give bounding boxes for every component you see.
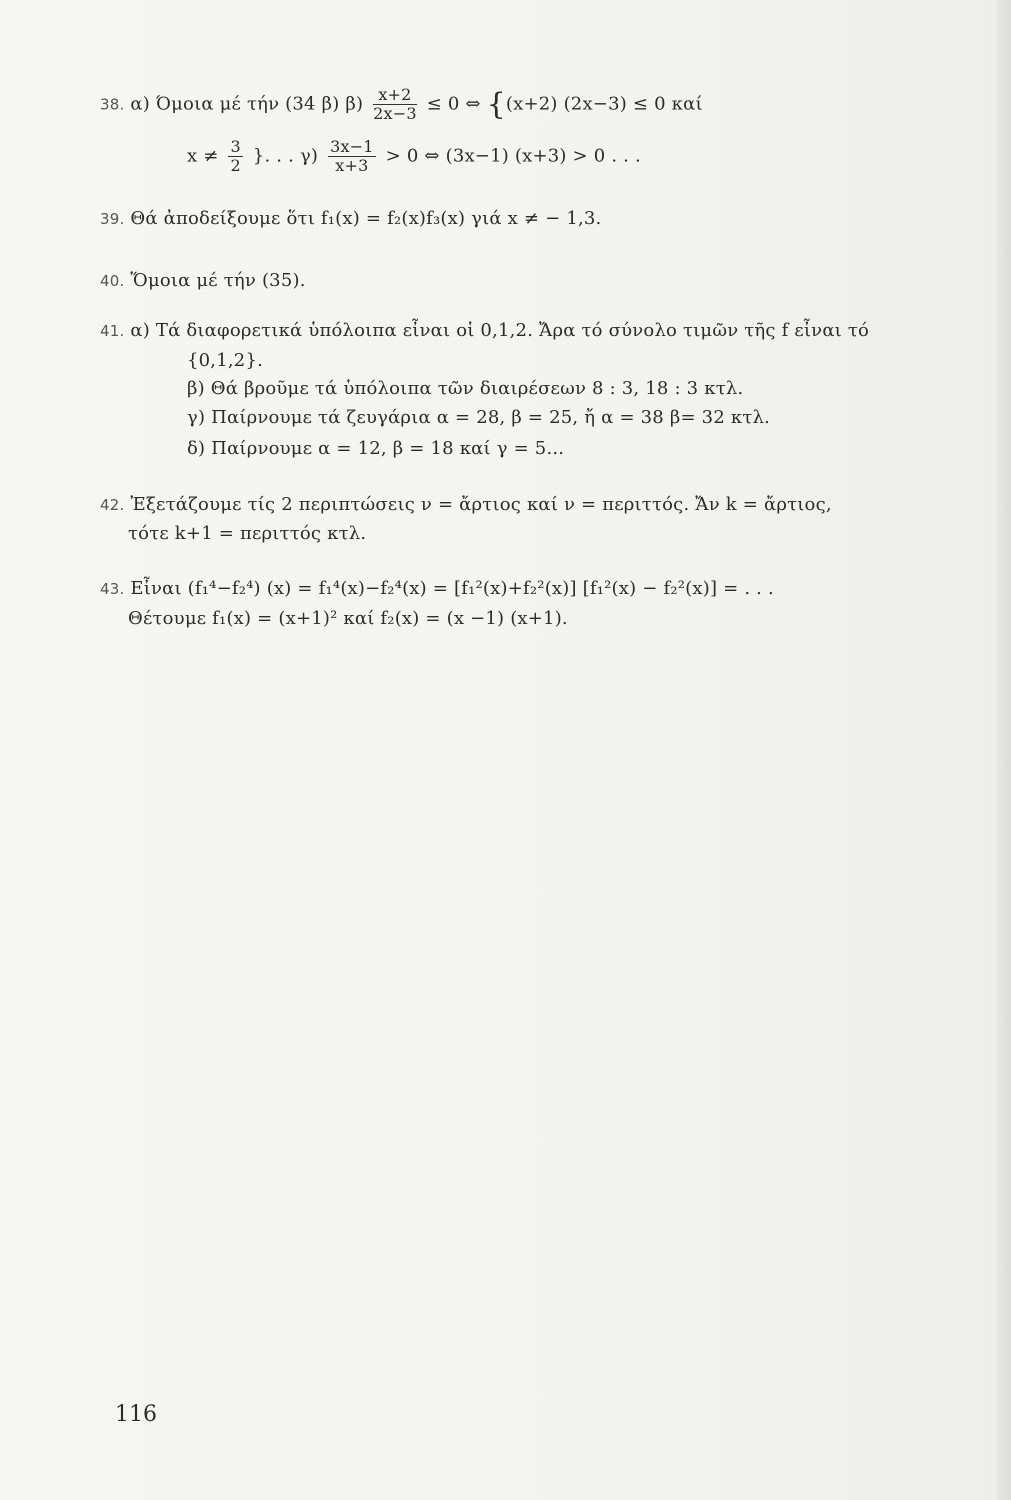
left-brace: { xyxy=(486,87,506,122)
answer-40: 40. Ὅμοια μέ τήν (35). xyxy=(100,270,306,291)
answer-38-line-1: 38. α) Όμοια μέ τήν (34 β) β) $\frac{x+2}{2x-3}$ ≤ 0 ⇔ {(x+2) (2x−3) ≤ 0 καί xyxy=(100,85,703,123)
answer-41-line-5: δ) Παίρνουμε α = 12, β = 18 καί γ = 5... xyxy=(187,438,565,459)
answer-39: 39. Θά ἀποδείξουμε ὅτι f₁(x) = f₂(x)f₃(x) γιά x ≠ − 1,3. xyxy=(100,208,602,229)
page-edge xyxy=(997,0,1011,1500)
page-number: 116 xyxy=(115,1402,157,1427)
answer-41-line-2: {0,1,2}. xyxy=(187,350,264,371)
fraction: $\frac{3}{2}$ xyxy=(230,137,241,175)
answer-42-line-2: τότε k+1 = περιττός κτλ. xyxy=(128,523,367,544)
answer-41-line-1: 41. α) Τά διαφορετικά ὑπόλοιπα εἶναι οἱ 0,1,2. Ἄρα τό σύνολο τιμῶν τῆς f εἶναι τό xyxy=(100,320,870,341)
fraction: $\frac{3x-1}{x+3}$ xyxy=(330,137,374,175)
bleed-through-text xyxy=(90,60,970,1400)
answer-43-line-1: 43. Εἶναι (f₁⁴−f₂⁴) (x) = f₁⁴(x)−f₂⁴(x) = [f₁²(x)+f₂²(x)] [f₁²(x) − f₂²(x)] = . . . xyxy=(100,578,774,599)
answer-42-line-1: 42. Ἐξετάζουμε τίς 2 περιπτώσεις ν = ἄρτιος καί ν = περιττός. Ἄν k = ἄρτιος, xyxy=(100,494,832,515)
answer-38-line-2: x ≠ $\frac{3}{2}$ }. . . γ) $\frac{3x-1}{x+3}$ > 0 ⇔ (3x−1) (x+3) > 0 . . . xyxy=(187,137,641,175)
answer-41-line-4: γ) Παίρνουμε τά ζευγάρια α = 28, β = 25, ἤ α = 38 β= 32 κτλ. xyxy=(187,407,771,428)
answer-43-line-2: Θέτουμε f₁(x) = (x+1)² καί f₂(x) = (x −1) (x+1). xyxy=(128,608,568,629)
answer-41-line-3: β) Θά βροῦμε τά ὑπόλοιπα τῶν διαιρέσεων 8 : 3, 18 : 3 κτλ. xyxy=(187,378,744,399)
fraction: $\frac{x+2}{2x-3}$ xyxy=(373,85,417,123)
